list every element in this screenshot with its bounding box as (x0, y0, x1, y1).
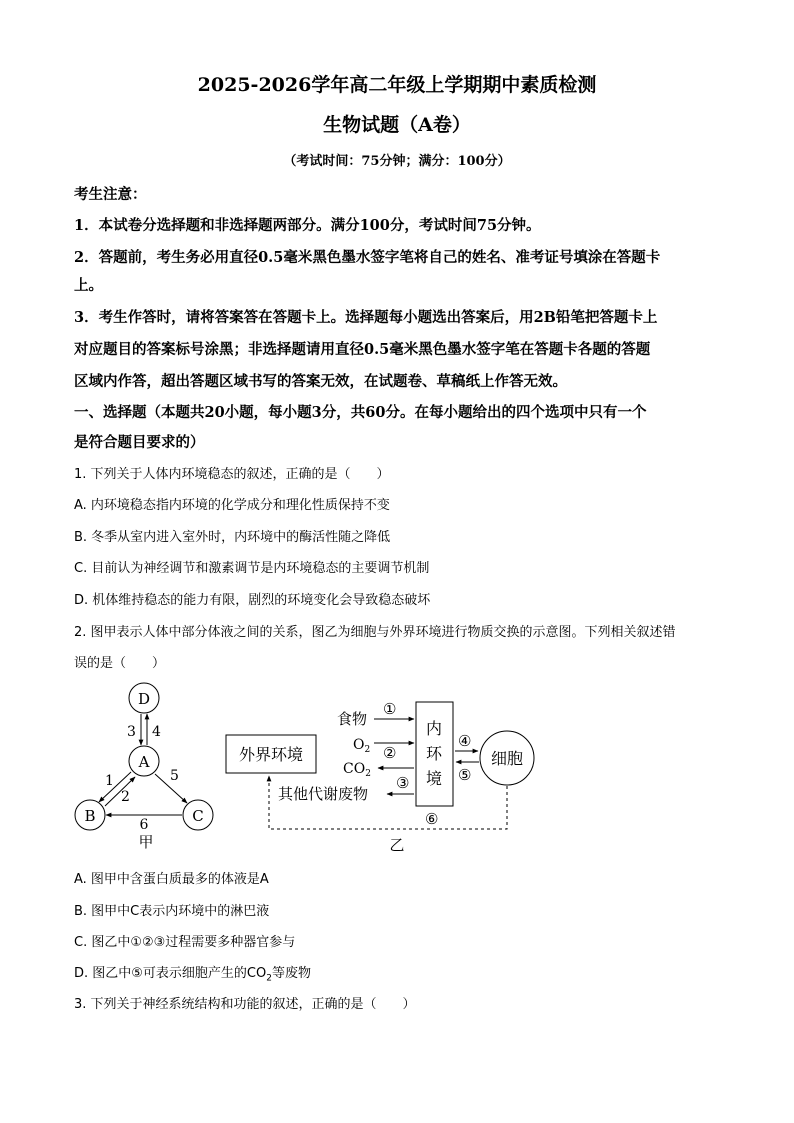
internal-env-char: 内 (425, 719, 443, 738)
figure-yi (226, 700, 534, 854)
notice-heading: 考生注意： (74, 186, 147, 203)
cell-label: 细胞 (490, 749, 524, 768)
o2-text: O (353, 737, 365, 753)
outer-environment-label: 外界环境 (238, 745, 304, 764)
option-d-subscript: 2 (266, 973, 272, 984)
co2-text: CO (343, 761, 366, 777)
option-d (74, 962, 724, 984)
q2-figure (0, 680, 794, 860)
exam-info: （考试时间：75分钟；满分：100分） (283, 154, 511, 169)
node-a-label: A (138, 753, 150, 771)
circled-3: ③ (396, 774, 410, 792)
circled-1: ① (383, 700, 397, 718)
option-a: A. 内环境稳态指内环境的化学成分和理化性质保持不变 (74, 498, 390, 513)
notice-line: 区域内作答，超出答题区域书写的答案无效，在试题卷、草稿纸上作答无效。 (74, 373, 567, 390)
exam-title: 2025-2026学年高二年级上学期期中素质检测 (197, 74, 597, 96)
section-heading: 一、选择题（本题共20小题，每小题3分，共60分。在每小题给出的四个选项中只有一个 (74, 404, 647, 421)
option-c: C. 目前认为神经调节和激素调节是内环境稳态的主要调节机制 (74, 561, 430, 576)
internal-env-char: 境 (425, 769, 443, 788)
waste-label: 其他代谢废物 (278, 785, 369, 803)
arrow-label-1: 1 (105, 773, 114, 789)
figure-jia (75, 683, 213, 851)
notice-line: 3．考生作答时，请将答案答在答题卡上。选择题每小题选出答案后，用2B铅笔把答题卡上 (74, 309, 658, 326)
arrow-label-6: 6 (139, 817, 149, 833)
food-label: 食物 (337, 710, 368, 728)
option-c: C. 图乙中①②③过程需要多种器官参与 (74, 935, 296, 950)
exam-subtitle: 生物试题（A卷） (323, 114, 471, 136)
notice-line: 1．本试卷分选择题和非选择题两部分。满分100分，考试时间75分钟。 (74, 217, 541, 234)
option-b: B. 图甲中C表示内环境中的淋巴液 (74, 904, 270, 919)
option-b: B. 冬季从室内进入室外时，内环境中的酶活性随之降低 (74, 530, 391, 545)
notice-line: 上。 (74, 277, 103, 294)
co2-label (343, 761, 371, 779)
arrow-label-4: 4 (152, 724, 161, 740)
section-heading: 是符合题目要求的） (74, 434, 205, 451)
question-stem: 1. 下列关于人体内环境稳态的叙述，正确的是（ ） (74, 467, 390, 482)
arrow-label-2: 2 (121, 789, 130, 805)
figure-yi-caption: 乙 (389, 836, 405, 854)
o2-label (353, 737, 370, 755)
circled-5: ⑤ (458, 766, 472, 784)
node-c-label: C (192, 807, 204, 825)
option-d: D. 机体维持稳态的能力有限，剧烈的环境变化会导致稳态破坏 (74, 593, 431, 608)
arrow-label-5: 5 (170, 768, 179, 784)
o2-subscript: 2 (364, 745, 371, 755)
internal-env-char: 环 (425, 744, 443, 763)
option-a: A. 图甲中含蛋白质最多的体液是A (74, 872, 269, 887)
option-d-text: D. 图乙中⑤可表示细胞产生的CO (74, 966, 267, 981)
node-d-label: D (137, 690, 151, 708)
circled-2: ② (383, 744, 397, 762)
notice-line: 对应题目的答案标号涂黑；非选择题请用直径0.5毫米黑色墨水签字笔在答题卡各题的答题 (74, 341, 651, 358)
option-d-text-end: 等废物 (271, 966, 311, 981)
figure-jia-caption: 甲 (138, 833, 154, 851)
notice-line: 2．答题前，考生务必用直径0.5毫米黑色墨水签字笔将自己的姓名、准考证号填涂在答题卡 (74, 249, 661, 266)
question-stem: 3. 下列关于神经系统结构和功能的叙述，正确的是（ ） (74, 997, 416, 1012)
circled-6: ⑥ (425, 810, 439, 828)
node-b-label: B (84, 807, 96, 825)
circled-4: ④ (458, 732, 472, 750)
question-stem: 2. 图甲表示人体中部分体液之间的关系，图乙为细胞与外界环境进行物质交换的示意图。下列相关叙述错 (74, 625, 676, 640)
arrow-label-3: 3 (127, 724, 136, 740)
co2-subscript: 2 (365, 769, 371, 779)
question-stem: 误的是（ ） (74, 656, 166, 671)
